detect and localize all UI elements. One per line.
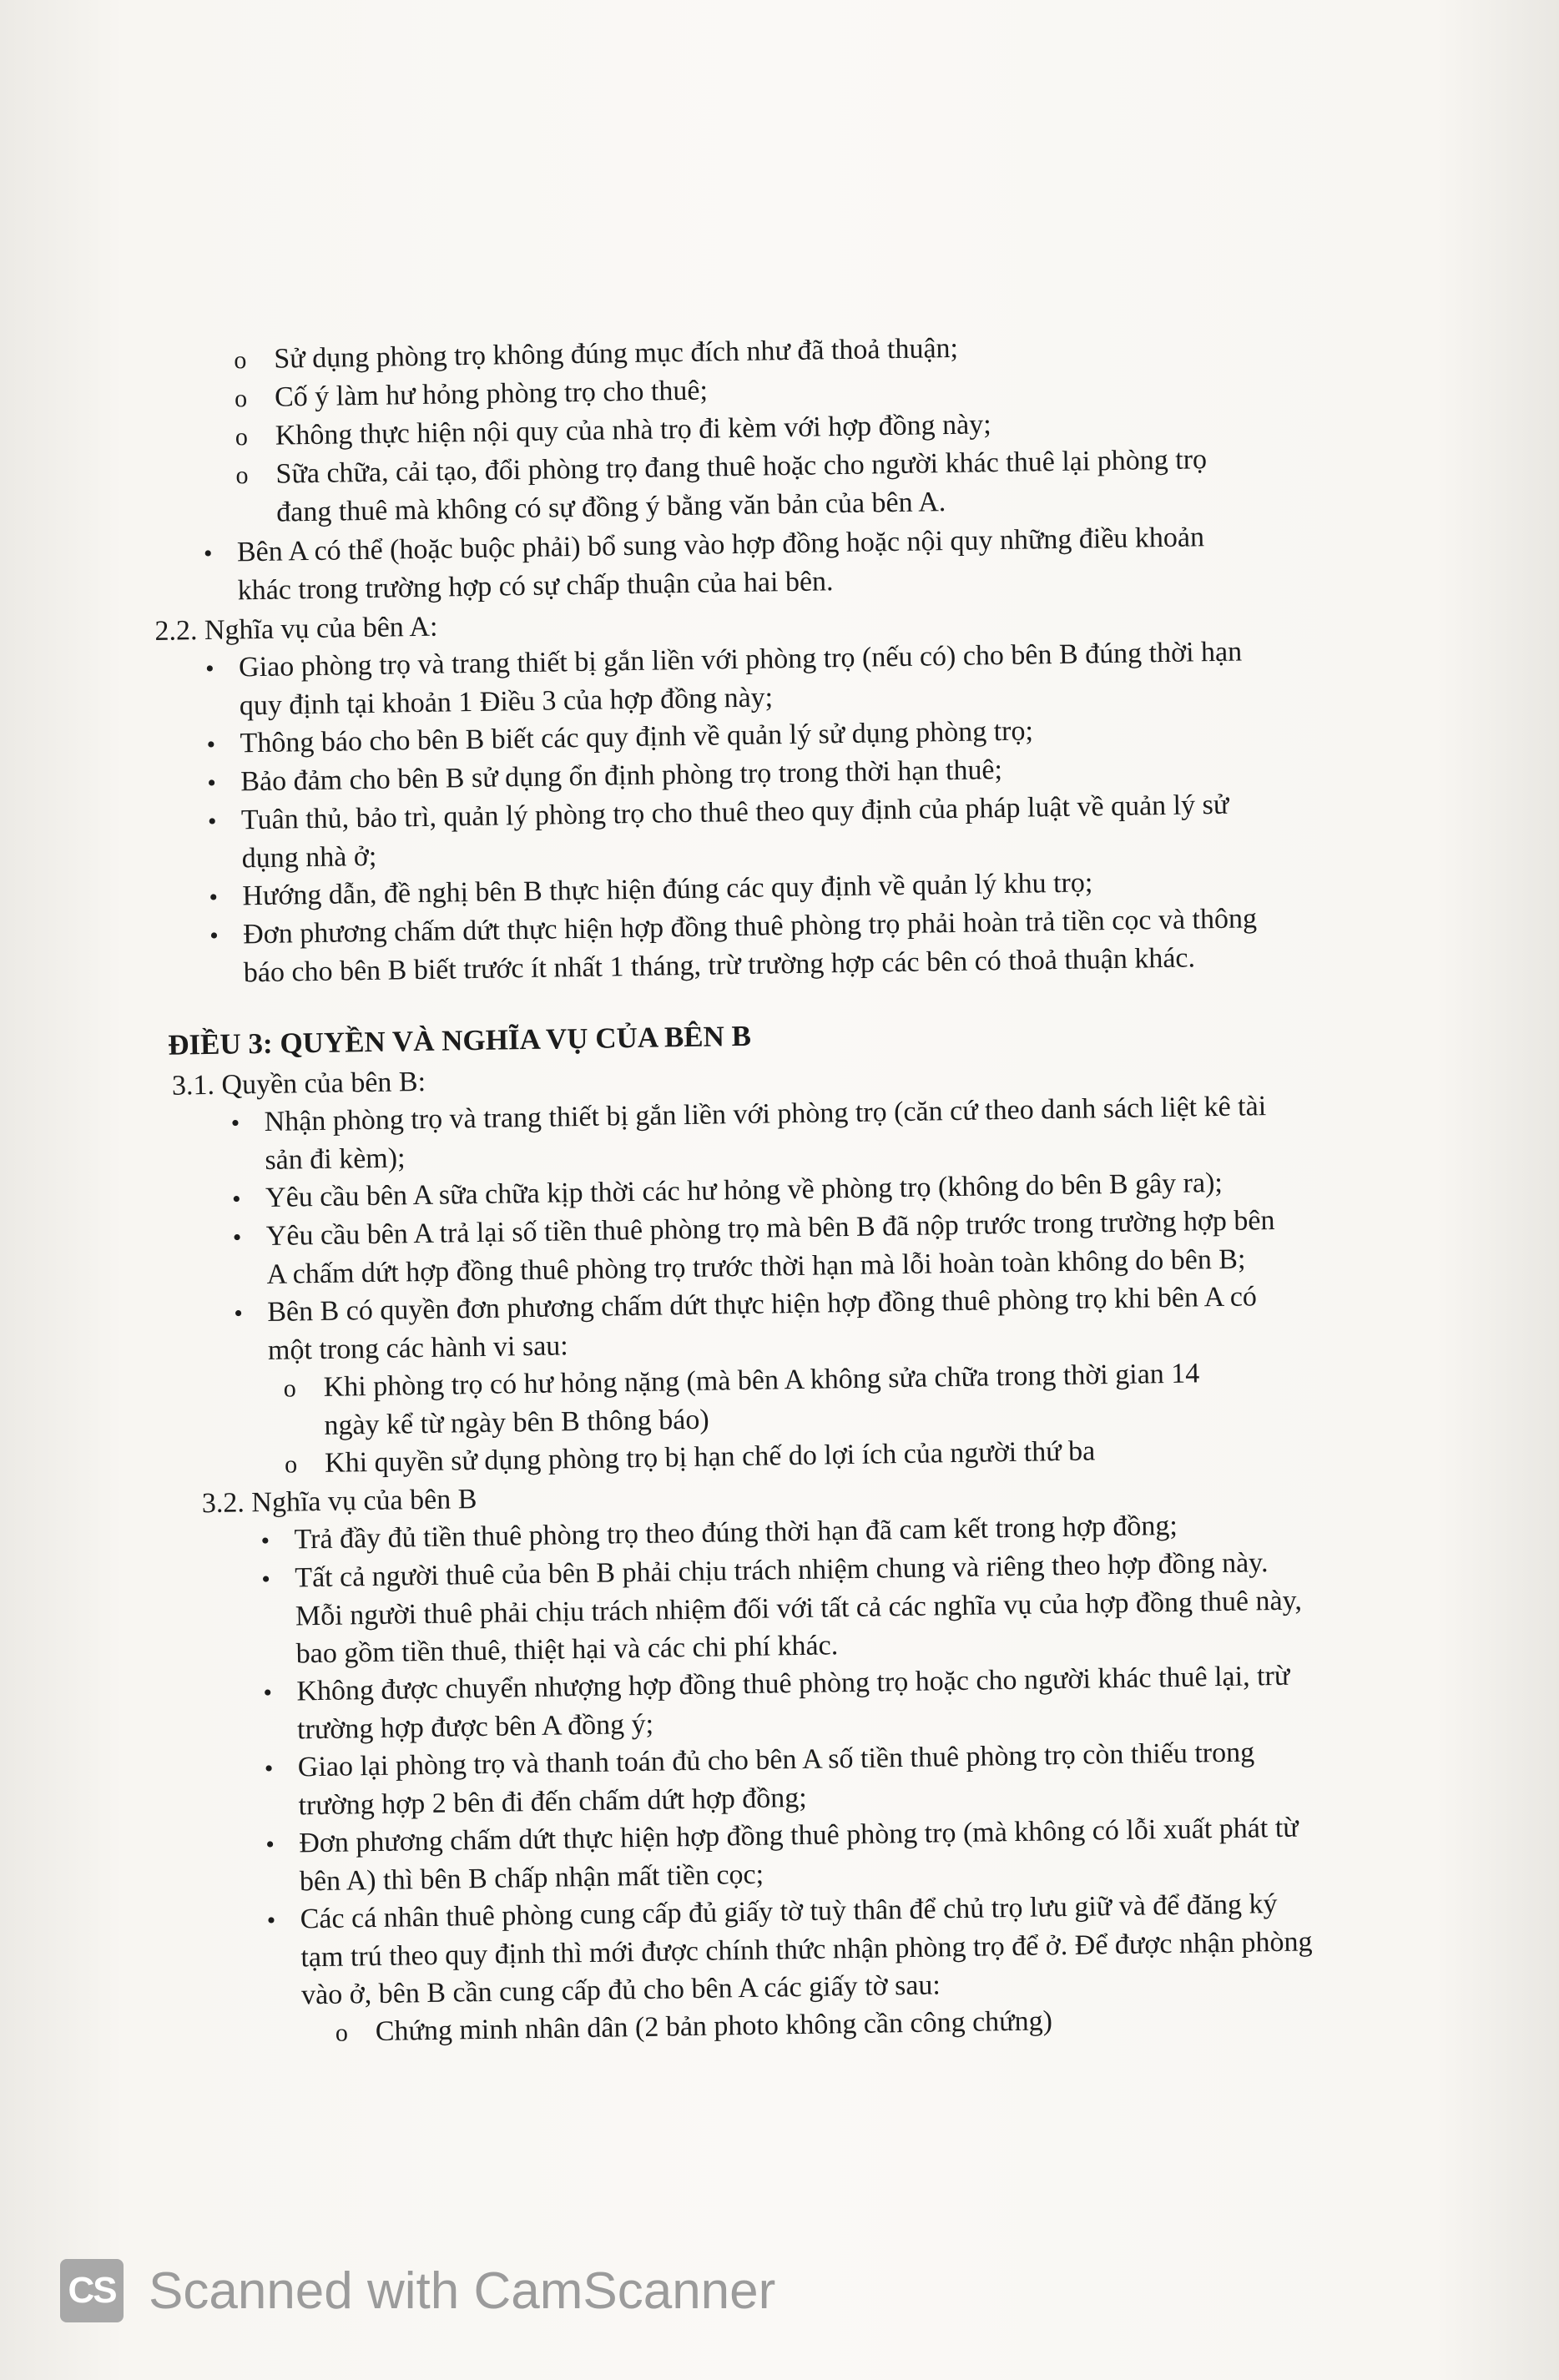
list-item-text: Tuân thủ, bảo trì, quản lý phòng trọ cho thuê theo quy định của pháp luật về quản lý sử [240, 789, 1229, 836]
circle-bullet-icon: o [284, 1450, 298, 1479]
list-item-text: Thông báo cho bên B biết các quy định về quản lý sử dụng phòng trọ; [240, 715, 1034, 759]
list-item-continuation: đang thuê mà không có sự đồng ý bằng văn bản của bên A. [275, 487, 946, 528]
bullet-icon: • [203, 539, 213, 568]
bullet-icon: • [234, 1299, 244, 1328]
list-item-text: Khi quyền sử dụng phòng trọ bị hạn chế do lợi ích của người thứ ba [324, 1435, 1096, 1479]
article-3-heading: ĐIỀU 3: QUYỀN VÀ NGHĨA VỤ CỦA BÊN B [167, 1019, 752, 1061]
list-item-text: bao gồm tiền thuê, thiệt hại và các chi phí khác. [295, 1630, 839, 1670]
list-item-text: Khi phòng trọ có hư hỏng nặng (mà bên A không sửa chữa trong thời gian 14 [323, 1358, 1200, 1403]
bullet-icon: • [230, 1109, 240, 1137]
bullet-icon: • [206, 730, 216, 759]
section-3-2-list [202, 1504, 1403, 2015]
list-item-text: quy định tại khoản 1 Điều 3 của hợp đồng này; [239, 682, 774, 722]
bullet-icon: • [207, 807, 217, 835]
section-3-1 [162, 1048, 1395, 1485]
list-item [216, 1883, 1403, 2015]
list-item-text: A chấm dứt hợp đồng thuê phòng trọ trước thời hạn mà lỗi hoàn toàn không do bên B; [266, 1243, 1246, 1290]
circle-bullet-icon: o [235, 461, 249, 490]
list-item-text: trường hợp 2 bên đi đến chấm dứt hợp đồng; [298, 1782, 808, 1822]
list-item-text: sản đi kèm); [265, 1142, 406, 1176]
section-2-2-list [155, 631, 1387, 993]
list-item-text: Sữa chữa, cải tạo, đổi phòng trọ đang thuê hoặc cho người khác thuê lại phòng trọ [275, 444, 1208, 490]
bullet-icon: • [207, 769, 217, 797]
section-3-1-sublist [176, 1352, 1395, 1485]
section-title: 3.2. Nghĩa vụ của bên B [201, 1484, 477, 1520]
circle-bullet-icon: o [335, 2019, 349, 2047]
bullet-icon: • [260, 1526, 270, 1556]
watermark-text: Scanned with CamScanner [149, 2262, 776, 2320]
list-item-text: Bên A có thể (hoặc buộc phải) bổ sung vào hợp đồng hoặc nội quy những điều khoản [236, 522, 1205, 568]
bullet-icon: • [265, 1830, 275, 1859]
list-item-text: Yêu cầu bên A sữa chữa kịp thời các hư hỏng về phòng trọ (không do bên B gây ra); [265, 1167, 1223, 1213]
section-3-1-list [172, 1086, 1393, 1371]
camscanner-watermark [60, 2253, 775, 2328]
list-item-text: Chứng minh nhân dân (2 bản photo không cần công chứng) [375, 2005, 1053, 2048]
list-item-text: Bên B có quyền đơn phương chấm dứt thực hiện hợp đồng thuê phòng trọ khi bên A có [266, 1281, 1258, 1328]
circle-bullet-icon: o [234, 346, 247, 375]
list-item-text: Tất cả người thuê của bên B phải chịu trách nhiệm chung và riêng theo hợp đồng này. [294, 1547, 1269, 1594]
section-title: 2.2. Nghĩa vụ của bên A: [154, 611, 438, 647]
list-item-text: Hướng dẫn, đề nghị bên B thực hiện đúng các quy định về quản lý khu trọ; [242, 867, 1093, 912]
list-item-text: Giao lại phòng trọ và thanh toán đủ cho bên A số tiền thuê phòng trọ còn thiếu trong [297, 1737, 1255, 1783]
list-item-text: Giao phòng trọ và trang thiết bị gắn liền với phòng trọ (nếu có) cho bên B đúng thời hạn [238, 636, 1243, 683]
circle-bullet-icon: o [235, 423, 249, 451]
bullet-icon: • [231, 1185, 241, 1213]
section-2-2 [154, 593, 1387, 993]
list-item-text: Sử dụng phòng trọ không đúng mục đích như đã thoả thuận; [274, 332, 959, 375]
bullet-icon: • [204, 654, 214, 683]
bullet-icon: • [232, 1223, 242, 1252]
bullet-icon: • [209, 921, 219, 950]
bullet-icon: • [264, 1754, 274, 1783]
list-item-text: báo cho bên B biết trước ít nhất 1 tháng, trừ trường hợp các bên có thoả thuận khác. [243, 942, 1196, 989]
list-item-text: Đơn phương chấm dứt thực hiện hợp đồng thuê phòng trọ phải hoàn trả tiền cọc và thông [242, 903, 1258, 950]
list-item-text: Đơn phương chấm dứt thực hiện hợp đồng thuê phòng trọ (mà không có lỗi xuất phát từ [298, 1812, 1299, 1859]
bullet-icon: • [263, 1678, 273, 1707]
list-item-continuation: khác trong trường hợp có sự chấp thuận của hai bên. [237, 566, 834, 607]
list-item-text: Nhận phòng trọ và trang thiết bị gắn liền với phòng trọ (căn cứ theo danh sách liệt kê tài [264, 1091, 1267, 1137]
sec2-prohibited-list [150, 323, 1380, 533]
list-item-text: vào ở, bên B cần cung cấp đủ cho bên A các giấy tờ sau: [300, 1969, 941, 2011]
list-item-text: ngày kể từ ngày bên B thông báo) [324, 1404, 709, 1441]
list-item-text: Không thực hiện nội quy của nhà trọ đi kèm với hợp đồng này; [275, 409, 991, 451]
list-item-text: Cố ý làm hư hỏng phòng trọ cho thuê; [274, 375, 709, 413]
section-title: 3.1. Quyền của bên B: [171, 1066, 426, 1102]
list-item-text: một trong các hành vi sau: [267, 1330, 568, 1366]
list-item-text: tạm trú theo quy định thì mới được chính thức nhận phòng trọ để ở. Để được nhận phòng [300, 1926, 1313, 1974]
list-item-text: Trả đầy đủ tiền thuê phòng trọ theo đúng thời hạn đã cam kết trong hợp đồng; [294, 1510, 1178, 1556]
list-item-text: bên A) thì bên B chấp nhận mất tiền cọc; [299, 1858, 764, 1898]
bullet-icon: • [261, 1565, 271, 1594]
bullet-icon: • [209, 883, 219, 911]
list-item-text: dụng nhà ở; [241, 840, 377, 875]
list-item-text: Mỗi người thuê phải chịu trách nhiệm đối với tất cả các nghĩa vụ của hợp đồng thuê này, [295, 1585, 1303, 1632]
list-item [211, 1542, 1398, 1674]
bullet-icon: • [266, 1906, 276, 1935]
section-3-2 [169, 1466, 1405, 2055]
list-item-text: Các cá nhân thuê phòng cung cấp đủ giấy tờ tuỳ thân để chủ trọ lưu giữ và để đăng ký [300, 1888, 1278, 1935]
camscanner-logo: CS [60, 2259, 124, 2322]
list-item-text: Không được chuyển nhượng hợp đồng thuê phòng trọ hoặc cho người khác thuê lại, trừ [296, 1660, 1290, 1707]
document-body [150, 323, 1404, 2055]
list-item-text: Yêu cầu bên A trả lại số tiền thuê phòng trọ mà bên B đã nộp trước trong trường hợp bên [265, 1204, 1275, 1252]
circle-bullet-icon: o [234, 385, 248, 413]
list-item-text: trường hợp được bên A đồng ý; [296, 1708, 654, 1746]
list-item-text: Bảo đảm cho bên B sử dụng ổn định phòng trọ trong thời hạn thuê; [240, 754, 1003, 798]
circle-bullet-icon: o [283, 1374, 296, 1403]
